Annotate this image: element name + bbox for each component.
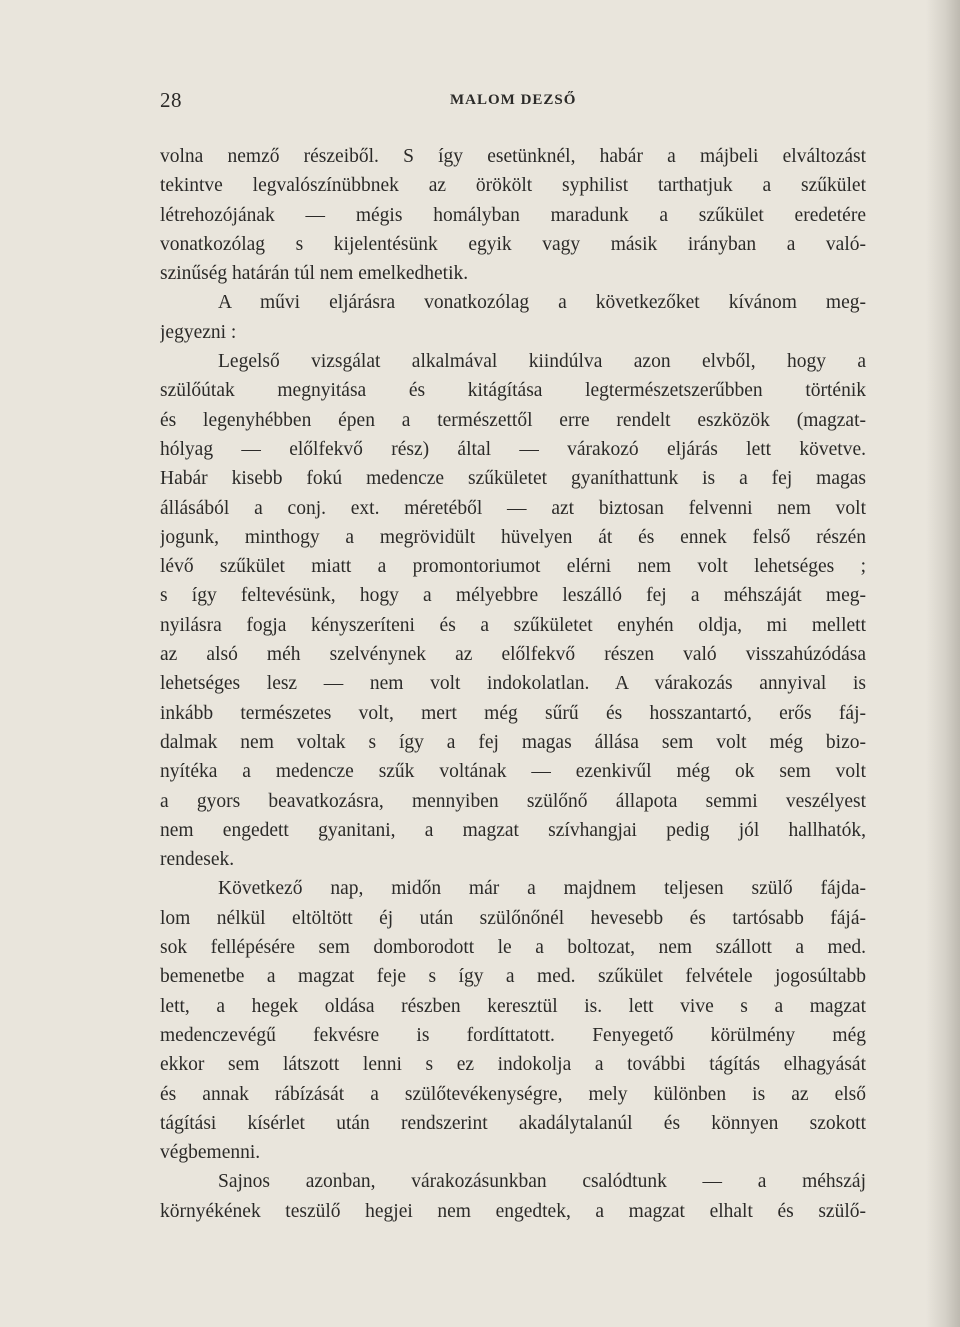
text-line: a gyors beavatkozásra, mennyiben szülőnő állapota semmi veszélyest (160, 790, 866, 812)
text-line: az alsó méh szelvénynek az előlfekvő részen való visszahúzódása (160, 644, 866, 666)
text-line: bemenetbe a magzat feje s így a med. szűkület felvétele jogosúltabb (160, 966, 866, 988)
text-line: medenczevégű fekvésre is fordíttatott. Fenyegető körülmény még (160, 1024, 866, 1046)
body-text (160, 142, 866, 1226)
text-line: lévő szűkület miatt a promontoriumot elérni nem volt lehetséges ; (160, 556, 866, 578)
scan-edge (926, 0, 960, 1327)
text-line: rendesek. (160, 849, 235, 871)
running-head: MALOM DEZSŐ (450, 92, 577, 108)
text-line: nyilásra fogja kényszeríteni és a szűkületet enyhén oldja, mi mellett (160, 614, 866, 636)
page-number: 28 (160, 88, 182, 112)
text-line: inkább természetes volt, mert még sűrű és hosszantartó, erős fáj- (160, 702, 866, 724)
text-line: Sajnos azonban, várakozásunkban csalódtunk — a méhszáj (218, 1171, 866, 1193)
text-line: végbemenni. (160, 1142, 261, 1164)
page-header (160, 88, 870, 118)
text-line: környékének teszülő hegjei nem engedtek, a magzat elhalt és szülő- (160, 1200, 866, 1222)
text-line: lehetséges lesz — nem volt indokolatlan. A várakozás annyival is (160, 673, 866, 695)
text-line: szinűség határán túl nem emelkedhetik. (160, 263, 469, 285)
text-line: s így feltevésünk, hogy a mélyebbre leszálló fej a méhszáját meg- (160, 585, 866, 607)
text-line: dalmak nem voltak s így a fej magas állása sem volt még bizo- (160, 731, 866, 753)
text-line: Legelső vizsgálat alkalmával kiindúlva azon elvből, hogy a (218, 351, 866, 373)
text-line: lom nélkül eltöltött éj után szülőnőnél hevesebb és tartósabb fájá- (160, 907, 866, 929)
text-line: tágítási kísérlet után rendszerint akadálytalanúl és könnyen szokott (160, 1112, 866, 1134)
text-line: Következő nap, midőn már a majdnem teljesen szülő fájda- (218, 878, 866, 900)
text-line: állásából a conj. ext. méretéből — azt biztosan felvenni nem volt (160, 497, 866, 519)
text-line: nyítéka a medencze szűk voltának — ezenkivűl még ok sem volt (160, 761, 866, 783)
text-line: létrehozójának — mégis homályban maradunk a szűkület eredetére (160, 204, 866, 226)
text-line: Habár kisebb fokú medencze szűkületet gyaníthattunk is a fej magas (160, 468, 866, 490)
text-line: ekkor sem látszott lenni s ez indokolja a további tágítás elhagyását (160, 1054, 866, 1076)
text-line: vonatkozólag s kijelentésünk egyik vagy másik irányban a való- (160, 233, 866, 255)
text-line: volna nemző részeiből. S így esetünknél, habár a májbeli elváltozást (160, 146, 866, 167)
text-line: és annak rábízását a szülőtevékenységre, mely különben is az első (160, 1083, 866, 1105)
text-line: jogunk, minthogy a megrövidült hüvelyen át és ennek felső részén (160, 526, 866, 548)
text-line: A művi eljárásra vonatkozólag a következőket kívánom meg- (218, 292, 866, 314)
text-line: szülőútak megnyitása és kitágítása legtermészetszerűbben történik (160, 380, 866, 402)
text-line: hólyag — előlfekvő rész) által — várakozó eljárás lett követve. (160, 438, 866, 460)
text-line: tekintve legvalószínübbnek az örökölt syphilist tarthatjuk a szűkület (160, 175, 866, 197)
text-line: nem engedett gyanitani, a magzat szívhangjai pedig jól hallhatók, (160, 819, 866, 841)
text-line: jegyezni : (160, 321, 237, 343)
text-line: sok fellépésére sem domborodott le a boltozat, nem szállott a med. (160, 937, 866, 959)
text-line: lett, a hegek oldása részben keresztül is. lett vive s a magzat (160, 995, 866, 1017)
text-line: és legenyhébben épen a természettől erre rendelt eszközök (magzat- (160, 409, 866, 431)
